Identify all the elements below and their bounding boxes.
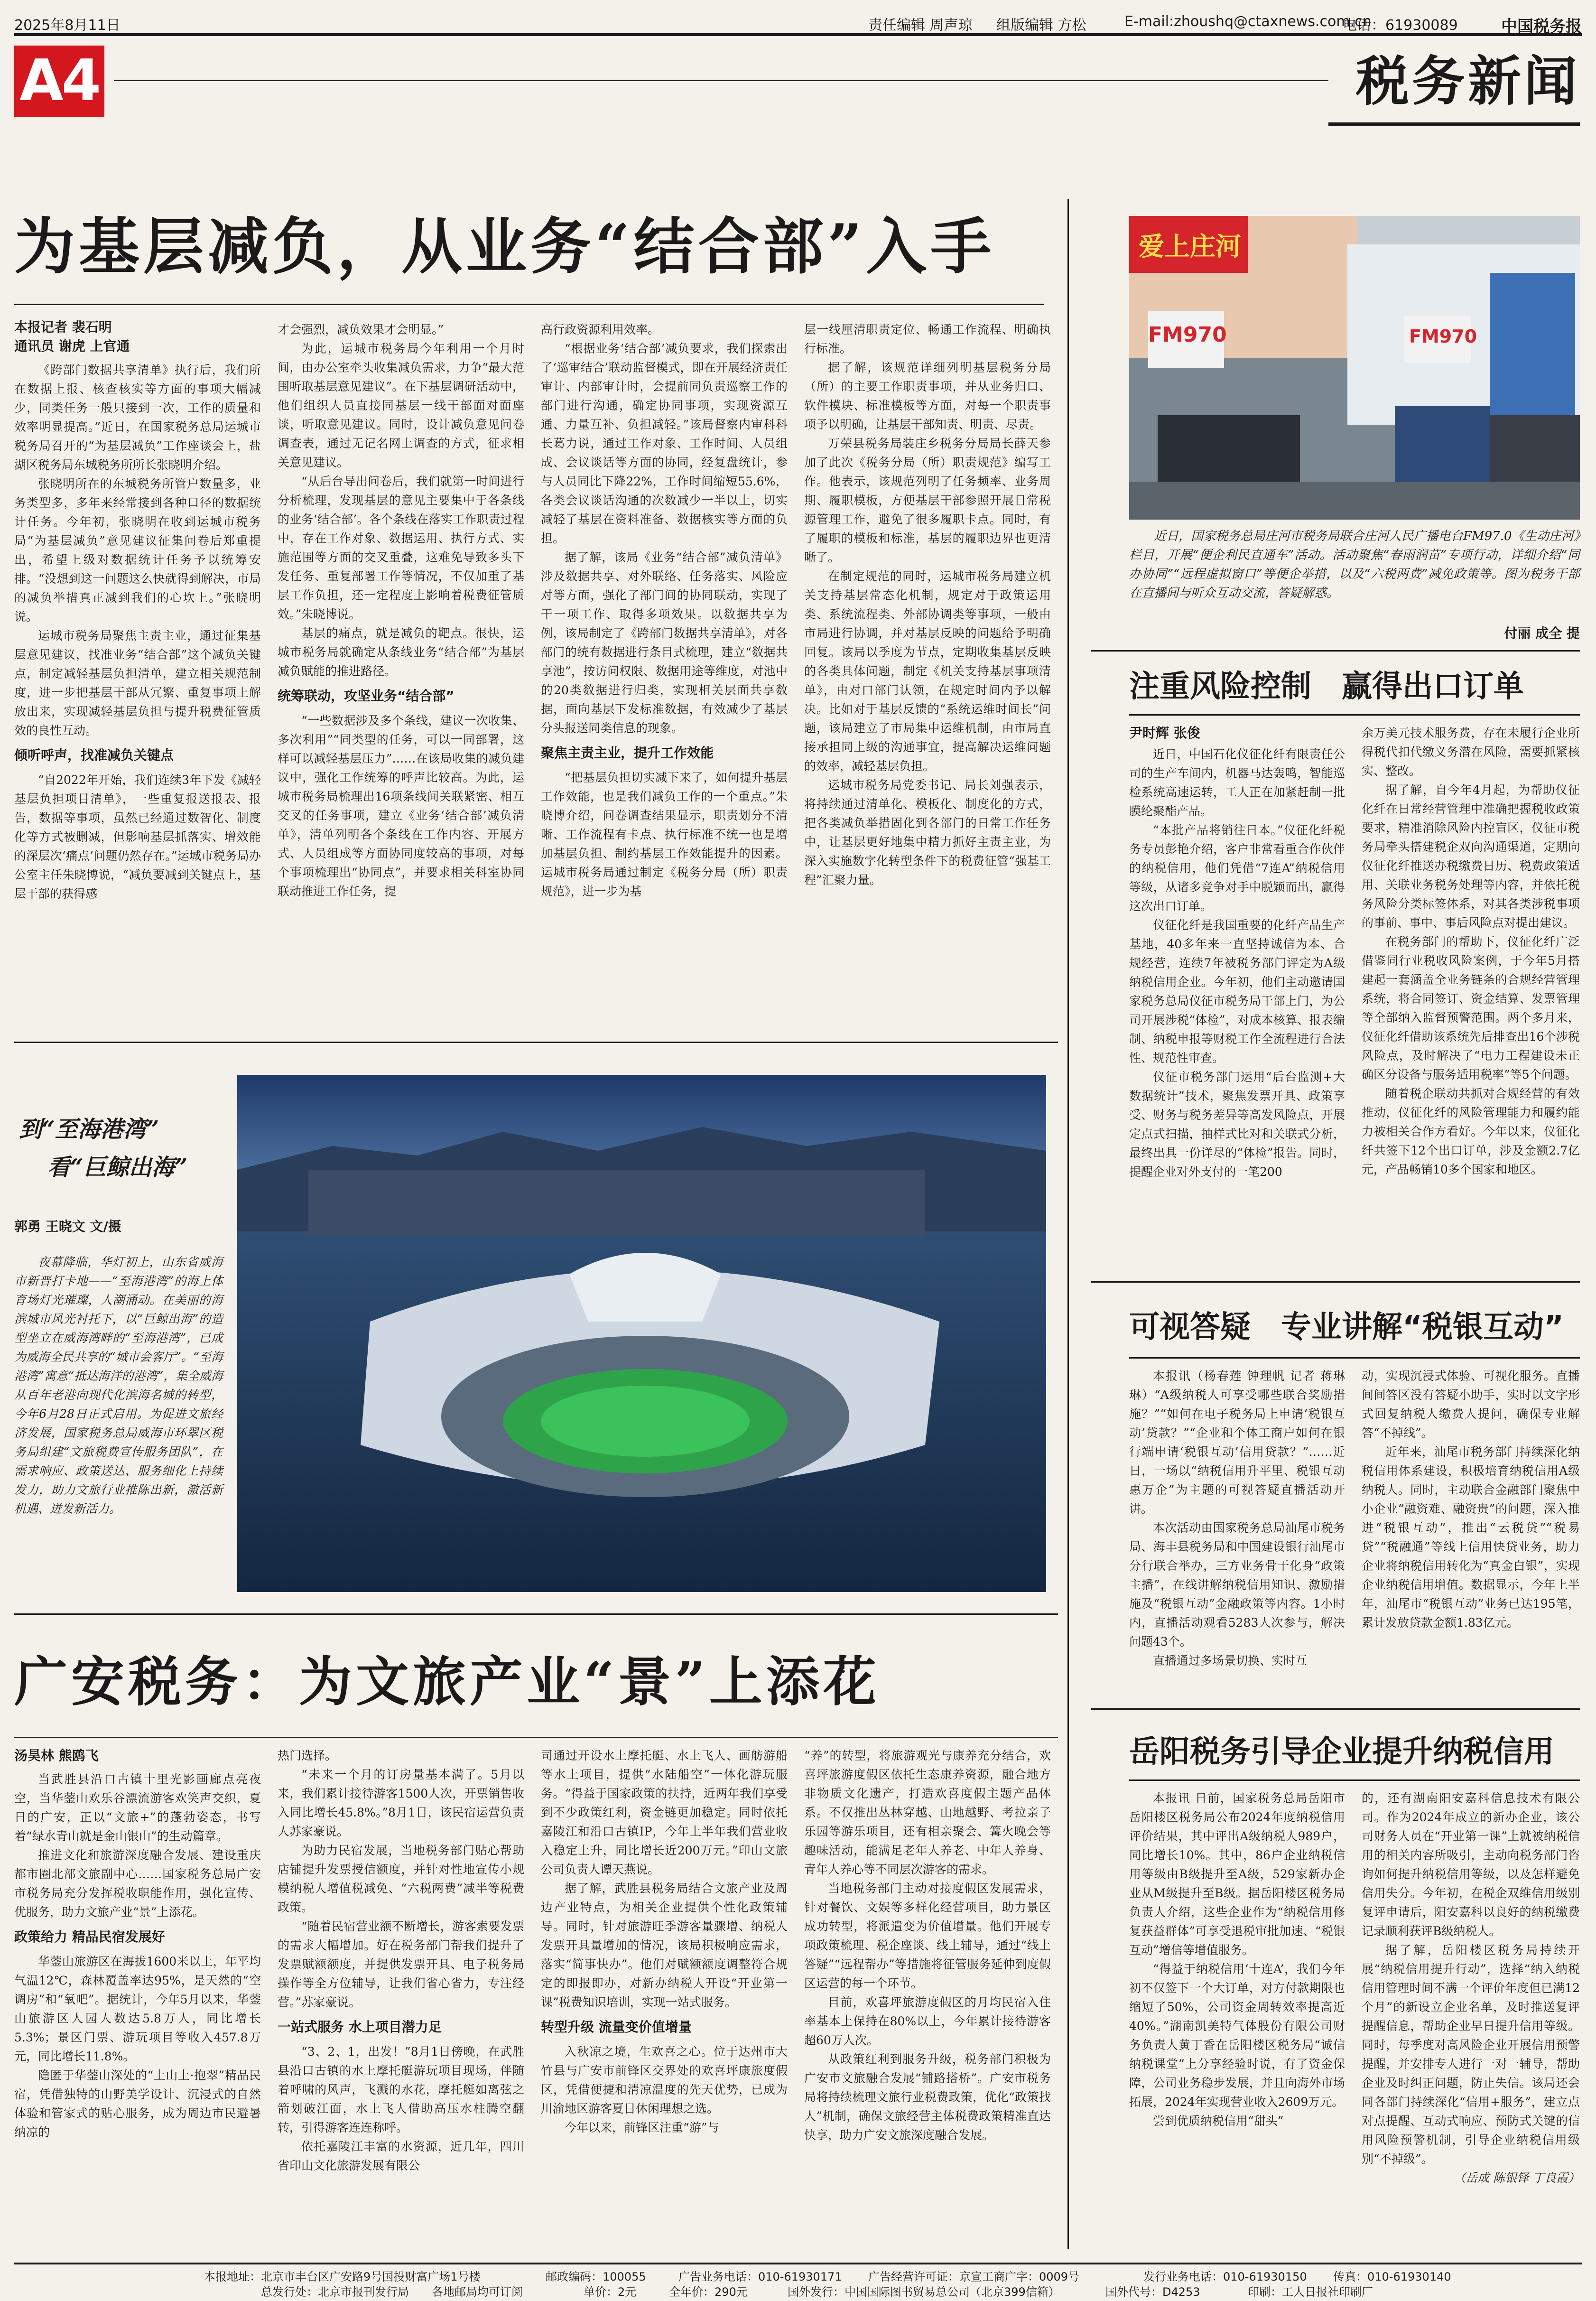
article-2-rule: [1129, 714, 1580, 716]
radio-photo-credit: 付丽 成全 提: [1504, 625, 1580, 641]
footer-printer: 印刷：工人日报社印刷厂: [1248, 2285, 1373, 2299]
article-1-headline: 为基层减负，从业务“结合部”入手: [14, 211, 995, 282]
section-title: 税务新闻: [1356, 50, 1580, 112]
article-6-credit: （岳成 陈银铎 丁良霞）: [1454, 2171, 1580, 2185]
paragraph: 本次活动由国家税务总局汕尾市税务局、海丰县税务局和中国建设银行汕尾市分行联合举办，三方业务骨干化身“政策主播”，在线讲解纳税信用知识、激励措施及“税银互动”金融政策等内容。1小时内，直播活动观看5283人次参与，解决问题43个。: [1129, 1521, 1345, 1649]
section-rule: [1328, 122, 1580, 126]
paper-name: 中国税务报: [1501, 17, 1582, 36]
paragraph: 为助力民宿发展，当地税务部门贴心帮助店铺提升发票授信额度，并针对性地宣传小规模纳税人增值税减免、“六税两费”减半等税费政策。: [278, 1844, 524, 1914]
paragraph: 基层的痛点，就是减负的靶点。很快，运城市税务局就确定从条线业务“结合部”为基层减负赋能的推进路径。: [278, 626, 524, 678]
paragraph: 近年来，汕尾市税务部门持续深化纳税信用体系建设，积极培育纳税信用A级纳税人。同时，主动联合金融部门聚焦中小企业“融资难、融资贵”的问题，深入推进“税银互动”，推出“云税贷”“税易贷”“税融通”等线上信用快贷业务，助力企业将纳税信用转化为“真金白银”，实现企业纳税信用增值。数据显示，今年上半年，汕尾市“税银互动”业务已达195笔，累计发放贷款金额1.83亿元。: [1362, 1445, 1580, 1630]
section-divider: [1091, 1708, 1580, 1710]
photo-feature-byline: 郭勇 王晓文 文/摄: [14, 1219, 121, 1234]
paragraph: 在制定规范的同时，运城市税务局建立机关支持基层常态化机制，规定对于政策运用类、系统流程类、外部协调类等事项，一般由市局进行协调，并对基层反映的问题给予明确回复。该局以季度为节点，定期收集基层反映的各类具体问题，制定《机关支持基层事项清单》，由对口部门认领，在规定时间内予以解决。比如对于基层反馈的“系统运维时间长”问题，该局建立了市局集中运维机制，由市局直接承担同上级的沟通事宜，提高解决运维问题的效率，减轻基层负担。: [804, 569, 1051, 773]
paragraph: “本批产品将销往日本。”仪征化纤税务专员彭艳介绍，客户非常看重合作伙伴的纳税信用，他们凭借“7连A”纳税信用等级，从诸多竞争对手中脱颖而出，赢得这次出口订单。: [1129, 823, 1345, 913]
contact-email[interactable]: E-mail:zhoushq@ctaxnews.com.cn: [1124, 13, 1372, 30]
paragraph: 华蓥山旅游区在海拔1600米以上，年平均气温12℃，森林覆盖率达95%，是天然的“空调房”和“氧吧”。据统计，今年5月以来，华蓥山旅游区人园人数达5.8万人，同比增长5.3%；景区门票、游玩项目等收入457.8万元，同比增长11.8%。: [14, 1955, 261, 2063]
footer-foreign-distribution: 国外发行：中国国际图书贸易总公司（北京399信箱）: [788, 2285, 1060, 2299]
paragraph: 运城市税务局聚焦主责主业，通过征集基层意见建议，找准业务“结合部”这个减负关键点，制定减轻基层负担清单，建立相关规范制度，进一步把基层干部从冗繁、重复事项上解放出来，实现减轻基层负担与提升税费征管质效的良性互动。: [14, 629, 261, 737]
footer-ad-phone: 广告业务电话：010-61930171: [678, 2270, 842, 2283]
fm-logo-left: FM970: [1148, 323, 1227, 347]
paragraph: 据了解，该局《业务“结合部”减负清单》涉及数据共享、对外联络、任务落实、风险应对等方面，强化了部门间的协同联动，实现了干一项工作、取得多项效果。以数据共享为例，该局制定了《跨部门数据共享清单》，对各部门的统有数据进行条目式梳理，建立“数据共享池”，按访问权限、数据用途等维度，对池中的20类数据进行归类，实现相关层面共享数据，面向基层下发标准数据，有效减少了基层分头报送同类信息的现象。: [541, 550, 788, 735]
paragraph: 推进文化和旅游深度融合发展、建设重庆都市圈北部文旅副中心……国家税务总局广安市税务局充分发挥税收职能作用，强化宣传、优服务，助力文旅产业“景”上添花。: [14, 1848, 261, 1919]
article-6-col-1: [1129, 1789, 1345, 2259]
paragraph: 仪征市税务部门运用“后台监测+大数据统计”技术，聚焦发票开具、政策享受、财务与税务差异等高发风险点，开展定点式扫描，抽样式比对和关联式分析，最终出具一份详尽的“体检”报告。同时，提醒企业对外支付的一笔200: [1129, 1070, 1345, 1179]
paragraph: 目前，欢喜坪旅游度假区的月均民宿入住率基本上保持在80%以上，今年累计接待游客超60万人次。: [804, 1995, 1051, 2047]
paragraph: “自2022年开始，我们连续3年下发《减轻基层负担项目清单》，一些重复报送报表、报告，数据等事项，虽然已经通过数智化、制度化等方式被删减，但影响基层抓落实、增效能的深层次‘痛点’问题仍然存在。”运城市税务局办公室主任朱晓博说，“减负要减到关键点上，基层干部的获得感: [14, 773, 261, 901]
footer-ad-license: 广告经营许可证：京宣工商广字：0009号: [868, 2270, 1080, 2283]
article-5-headline: 广安税务：为文旅产业“景”上添花: [14, 1651, 880, 1713]
footer-distribution-phone: 发行业务电话：010-61930150: [1143, 2270, 1307, 2283]
article-4-rule: [1129, 1357, 1580, 1359]
radio-photo-caption: 近日，国家税务总局庄河市税务局联合庄河人民广播电台FM97.0《生动庄河》栏目，开展“便企利民直通车”活动。活动聚焦“春雨润苗”专项行动，详细介绍“同办协同”“远程虚拟窗口”等便企举措，以及“六税两费”减免政策等。图为税务干部在直播间与听众互动交流，答疑解惑。: [1129, 529, 1580, 600]
layout-credit: 组版编辑 方松: [996, 17, 1086, 34]
paragraph: “从后台导出问卷后，我们就第一时间进行分析梳理，发现基层的意见主要集中于各条线的业务‘结合部’。各个条线在落实工作职责过程中，存在工作对象、数据运用、执行方式、实施范围等方面的交叉重叠，这难免导致多头下发任务、重复部署工作等情况，不仅加重了基层工作负担，还一定程度上影响着税费征管质效。”朱晓博说。: [278, 475, 524, 621]
stadium-night-photo: [237, 1075, 1046, 1592]
column-divider: [1067, 199, 1069, 2249]
paragraph: 今年以来，前锋区注重“游”与: [565, 2121, 719, 2134]
paragraph: “未来一个月的订房量基本满了。5月以来，我们累计接待游客1500人次，开票销售收入同比增长45.8%。”8月1日，该民宿运营负责人苏家豪说。: [278, 1768, 524, 1838]
paragraph: 本报讯 日前，国家税务总局岳阳市岳阳楼区税务局公布2024年度纳税信用评价结果，其中评出A级纳税人989户，同比增长10%。其中，86户企业纳税信用等级由B级提升至A级，529家新办企业从M级提升至B级。据岳阳楼区税务局负责人介绍，这些企业作为“纳税信用修复获益群体”可享受退税审批加速、“税银互动”增信等增值服务。: [1129, 1791, 1345, 1957]
photo-kicker: [19, 1110, 209, 1196]
article-1-byline: [14, 318, 261, 356]
photo-kicker-line-1: 到“至海港湾”: [19, 1116, 159, 1143]
paragraph: 仪征化纤是我国重要的化纤产品生产基地，40多年来一直坚持诚信为本、合规经营，连续7年被税务部门评定为A级纳税信用企业。今年初，他们主动邀请国家税务总局仪征市税务局干部上门，为公司开展涉税“体检”，对成本核算、报表编制、纳税申报等财税工作全流程进行合法性、规范性审查。: [1129, 918, 1345, 1065]
contact-phone: 电话：61930089: [1343, 17, 1458, 34]
section-divider: [1091, 650, 1580, 652]
paragraph: “养”的转型，将旅游观光与康养充分结合，欢喜坪旅游度假区依托生态康养资源，融合地方非物质文化遗产，打造欢喜度假主题产品体系。不仅推出丛林穿越、山地越野、考拉亲子乐园等游乐项目，还有相亲聚会、篝火晚会等趣味活动，能满足老年人养老、中年人养身、青年人养心等不同层次游客的需求。: [804, 1749, 1051, 1876]
footer-foreign-code: 国外代号：D4253: [1105, 2285, 1200, 2299]
photo-kicker-line-2: 看“巨鲸出海”: [47, 1154, 188, 1181]
paragraph: 层一线厘清职责定位、畅通工作流程、明确执行标准。: [804, 323, 1051, 355]
article-6-col-2: [1362, 1789, 1580, 2259]
paragraph: 直播通过多场景切换、实时互: [1153, 1654, 1308, 1668]
subheading: 统筹联动，攻坚业务“结合部”: [278, 688, 455, 704]
paragraph: 据了解，自今年4月起，为帮助仪征化纤在日常经营管理中准确把握税收政策要求，精准消除风险内控盲区，仪征市税务局牵头搭建税企双向沟通渠道，定期向仪征化纤推送办税缴费日历、税费政策适用、关联业务税务处理等内容，并依托税务风险分类标签体系，对其各类涉税事项的事前、事中、事后风险点对提出建议。: [1362, 783, 1580, 930]
footer-subscription: 各地邮局均可订阅: [432, 2285, 523, 2299]
article-1-col-4: [804, 320, 1051, 985]
paragraph: 当地税务部门主动对接度假区发展需求，针对餐饮、文娱等多样化经营项目，助力景区成功转型，将派遣变为价值增量。他们开展专项政策梳理、税企座谈、线上辅导，通过“线上答疑”“远程帮办”等措施将征管服务延伸到度假区运营的每一个环节。: [804, 1882, 1051, 1990]
paragraph: 近日，中国石化仪征化纤有限责任公司的生产车间内，机器马达轰鸣，智能巡检系统高速运转，工人正在加紧赶制一批膜纶聚酯产品。: [1129, 747, 1345, 818]
paragraph: 据了解，该规范详细列明基层税务分局（所）的主要工作职责事项，并从业务归口、软件模块、标准模板等方面，对每一个职责事项予以明确，让基层干部知责、明责、尽责。: [804, 361, 1051, 431]
footer-postcode: 邮政编码：100055: [546, 2270, 646, 2283]
paragraph: 本报讯（杨春莲 钟理帆 记者 蒋琳琳）“A级纳税人可享受哪些联合奖励措施？”“如何在电子税务局上申请‘税银互动’贷款？”“企业和个体工商户如何在银行端申请‘税银互动’信用贷款？”……近日，一场以“纳税信用升平里、税银互动惠万企”为主题的可视答疑直播活动开讲。: [1129, 1369, 1345, 1516]
fm-logo-right: FM970: [1409, 326, 1477, 347]
radio-studio-photo: [1129, 216, 1580, 520]
photo-feature-caption: 夜幕降临，华灯初上，山东省威海市新晋打卡地——“至海港湾”的海上体育场灯光璀璨，人潮涌动。在美丽的海滨城市风光衬托下，以“巨鲸出海”的造型坐立在威海湾畔的“至海港湾”，已成为威海全民共享的“城市会客厅”。“至海港湾”寓意“抵达海洋的港湾”，集全威海从百年老港向现代化滨海名城的转型，今年6月28日正式启用。为促进文旅经济发展，国家税务总局威海市环翠区税务局组建“文旅税费宣传服务团队”，在需求响应、政策送达、服务细化上持续发力，助力文旅行业推陈出新，激活新机遇、迸发新活力。: [14, 1255, 223, 1516]
paragraph: 依托嘉陵江丰富的水资源，近几年，四川省印山文化旅游发展有限公: [278, 2140, 524, 2172]
paragraph: 为此，运城市税务局今年利用一个月时间，由办公室牵头收集减负需求，力争“最大范围听取基层意见建议”。在下基层调研活动中，他们组织人员直接同基层一线干部面对面座谈，听取意见建议。同时，设计减负意见问卷调查表，通过无记名网上调查的方式，征求相关意见建议。: [278, 342, 524, 469]
footer-fax: 传真：010-61930140: [1333, 2270, 1451, 2283]
paragraph: “一些数据涉及多个条线，建议一次收集、多次利用”“同类型的任务，可以一同部署，这样可以减轻基层压力”……在该局收集的减负建议中，强化工作统筹的呼声比较高。为此，运城市税务局梳理出16项条线间关联紧密、相互交叉的任务事项，建立《业务‘结合部’减负清单》，清单列明各个条线在工作内容、开展方式、人员组成等方面协同度较高的事项，对每个事项梳理出“协同点”，并要求相关科室协同联动推进工作任务，提: [278, 714, 524, 898]
paragraph: 张晓明所在的东城税务所管户数量多，业务类型多，多年来经常接到各种口径的数据统计任务。今年初，张晓明在收到运城市税务局“为基层减负”意见建议征集问卷后郑重提出，希望上级对数据统计任务予以统筹安排。“没想到这一问题这么快就得到解决，市局的减负举措真正减到我们的心坎上。”张晓明说。: [14, 477, 261, 624]
paragraph: 的，还有湖南阳安嘉科信息技术有限公司。作为2024年成立的新办企业，该公司财务人员在“开业第一课”上就被纳税信用的相关内容所吸引，主动向税务部门咨询如何提升纳税信用等级，以及怎样避免信用失分。今年初，在税企双维信用级别复评申请后，阳安嘉科以良好的纳税缴费记录顺利获评B级纳税人。: [1362, 1791, 1580, 1938]
article-5-col-2: [278, 1746, 524, 2259]
paragraph: 据了解，武胜县税务局结合文旅产业及周边产业特点，为相关企业提供个性化政策辅导。同时，针对旅游旺季游客量骤增、纳税人发票开具量增加的情况，该局积极响应需求，落实“简事快办”。他们对赋额额度调整符合规定的即报即办，对新办纳税人开设“开业第一课”税费知识培训，实现一站式服务。: [541, 1882, 788, 2009]
footer-distributor: 总发行处：北京市报刊发行局: [261, 2285, 409, 2299]
paragraph: 余万美元技术服务费，存在未履行企业所得税代扣代缴义务潜在风险，需要抓紧核实、整改。: [1362, 726, 1580, 778]
article-5-col-4: [804, 1746, 1051, 2259]
paragraph: 尝到优质纳税信用“甜头”: [1153, 2114, 1284, 2128]
subheading: 转型升级 流量变价值增量: [541, 2019, 692, 2035]
article-1-byline-reporter: 本报记者 裴石明: [14, 319, 112, 335]
subheading: 倾听呼声，找准减负关键点: [14, 747, 174, 763]
paragraph: 随着税企联动共抓对合规经营的有效推动，仪征化纤的风险管理能力和履约能力被相关合作方看好。今年以来，仪征化纤共签下12个出口订单，涉及金额2.7亿元，产品畅销10多个国家和地区。: [1362, 1087, 1580, 1176]
paragraph: 隐匿于华蓥山深处的“上山上·抱翠”精品民宿，凭借独特的山野美学设计、沉浸式的自然体验和管家式的贴心服务，成为周边市民避暑纳凉的: [14, 2068, 261, 2139]
section-divider: [14, 1042, 1058, 1043]
paragraph: “根据业务‘结合部’减负要求，我们探索出了‘巡审结合’联动监督模式，即在开展经济责任审计、内部审计时，会提前同负责巡察工作的部门进行沟通，确定协同事项，实现资源互通、力量互补、负担减轻。”该局督察内审科科长葛力说，通过工作对象、工作时间、人员组成、会议谈话等方面的协同，经复盘统计，参与人员同比下降22%，工作时间缩短55.6%，各类会议谈话沟通的次数减少一半以上，切实减轻了基层在资料准备、数据核实等方面的负担。: [541, 342, 788, 545]
paragraph: “得益于纳税信用‘十连A’，我们今年初不仅签下一个大订单，对方付款期限也缩短了50%，公司资金周转效率提高近40%。”湖南凯美特气体股份有限公司财务负责人黄丁香在岳阳楼区税务局“诚信纳税课堂”上分享经验时说，有了资金保障，公司业务稳步发展，并且向海外市场拓展，2024年实现营业收入2609万元。: [1129, 1962, 1345, 2109]
paragraph: 才会强烈，减负效果才会明显。”: [278, 323, 444, 336]
footer-annual-price: 全年价：290元: [669, 2285, 748, 2299]
article-2-headline: 注重风险控制 赢得出口订单: [1129, 669, 1524, 704]
stadium-illustration: [237, 1075, 1046, 1592]
paragraph: 《跨部门数据共享清单》执行后，我们所在数据上报、核查核实等方面的事项大幅减少，同类任务一般只接到一次，工作的质量和效率明显提高。”近日，在国家税务总局运城市税务局召开的“为基层减负”工作座谈会上，盐湖区税务局东城税务所所长张晓明介绍。: [14, 363, 261, 472]
paragraph: 在税务部门的帮助下，仪征化纤广泛借鉴同行业税收风险案例，于今年5月搭建起一套涵盖全业务链条的合规经营管理系统，将合同签订、资金结算、发票管理等全部纳入监督预警范围。两个多月来，仪征化纤借助该系统先后排查出16个涉税风险点，及时解决了“电力工程建设未正确区分设备与服务适用税率”等5个问题。: [1362, 935, 1580, 1081]
article-5-rule: [14, 1737, 1058, 1738]
article-2-col-2: [1362, 724, 1580, 1262]
paragraph: 万荣县税务局装庄乡税务分局局长薛天参加了此次《税务分局（所）职责规范》编写工作。他表示，该规范列明了任务频率、业务周期、履职模板，方便基层干部参照开展日常税源管理工作，避免了很多履职卡点。同时，有了履职的模板和标准，基层的履职边界也更清晰了。: [804, 437, 1051, 564]
paragraph: “3、2、1，出发！”8月1日傍晚，在武胜县沿口古镇的水上摩托艇游玩项目现场，伴随着呼啸的风声，飞溅的水花，摩托艇如离弦之箭划破江面，水上飞人借助高压水柱腾空翻转，引得游客连连称呼。: [278, 2045, 524, 2134]
masthead-bar: [14, 8, 1582, 36]
paragraph: 高行政资源利用效率。: [541, 323, 660, 336]
paragraph: 运城市税务局党委书记、局长刘强表示，将持续通过清单化、模板化、制度化的方式，把各类减负举措固化到各部门的日常工作任务中，让基层更好地集中精力抓好主责主业，为深入实施数字化转型条件下的税费征管“强基工程”汇聚力量。: [804, 778, 1051, 887]
article-6-headline: 岳阳税务引导企业提升纳税信用: [1129, 1734, 1554, 1770]
studio-banner-text: 爱上庄河: [1139, 231, 1241, 261]
article-4-col-2: [1362, 1367, 1580, 1789]
paragraph: “把基层负担切实减下来了，如何提升基层工作效能，也是我们减负工作的一个重点。”朱晓博介绍，问卷调查结果显示，职责划分不清晰、工作流程有卡点、执行标准不统一也是增加基层负担、制约基层工作效能提升的因素。运城市税务局通过制定《税务分局（所）职责规范》，进一步为基: [541, 771, 788, 898]
editor-credit: 责任编辑 周声琼: [868, 17, 973, 34]
article-6-rule: [1129, 1779, 1580, 1781]
paragraph: 从政策红利到服务升级，税务部门积极为广安市文旅融合发展“铺路搭桥”。广安市税务局将持续梳理文旅行业税费政策，优化“政策找人”机制，确保文旅经营主体税费政策精准直达快享，助力广安文旅深度融合发展。: [804, 2052, 1051, 2142]
article-5-byline: 汤昊林 熊鸥飞: [14, 1748, 99, 1763]
subheading: 聚焦主责主业，提升工作效能: [541, 745, 714, 761]
paragraph: 当武胜县沿口古镇十里光影画廊点亮夜空，当华蓥山欢乐谷漂流游客欢笑声交织，夏日的广安，正以“文旅+”的蓬勃姿态，书写着“绿水青山就是金山银山”的生动篇章。: [14, 1772, 261, 1843]
paragraph: 热门选择。: [278, 1749, 337, 1762]
subheading: 一站式服务 水上项目潜力足: [278, 2019, 442, 2035]
footer-address: 本报地址：北京市丰台区广安路9号国投财富广场1号楼: [204, 2270, 481, 2283]
paragraph: “随着民宿营业额不断增长，游客索要发票的需求大幅增加。好在税务部门帮我们提升了发票赋额额度，并提供发票开具、电子税务局操作等全方位辅导，让我们省心省力，专注经营。”苏家豪说。: [278, 1919, 524, 2009]
paragraph: 司通过开设水上摩托艇、水上飞人、画舫游船等水上项目，提供“水陆船空”一体化游玩服务。“得益于国家政策的扶持，近两年我们享受到不少政策红利，资金链更加稳定。同时依托嘉陵江和沿口古镇IP，今年上半年我们营业收入稳定上升，同比增长近200万元。”印山文旅公司负责人谭天燕说。: [541, 1749, 788, 1876]
article-4-col-1: [1129, 1367, 1345, 1789]
article-1-col-1: [14, 361, 261, 987]
paragraph: 入秋凉之境，生欢喜之心。位于达州市大竹县与广安市前锋区交界处的欢喜坪康旅度假区，凭借便捷和清凉温度的先天优势，已成为川渝地区游客夏日休闲理想之选。: [541, 2045, 788, 2115]
article-1-col-3: [541, 320, 788, 985]
footer-unit-price: 单价：2元: [584, 2285, 637, 2299]
page-number: A4: [14, 46, 104, 117]
article-5-col-3: [541, 1746, 788, 2259]
paragraph: 据了解，岳阳楼区税务局持续开展“纳税信用提升行动”，选择“纳入纳税信用管理时间不满一个评价年度但已满12个月”的新设立企业名单，及时推送复评提醒信息，帮助企业早日提升信用等级。同时，每季度对高风险企业开展信用预警提醒，并安排专人进行一对一辅导，帮助企业及时纠正问题，防止失信。该局还会同各部门持续深化“信用+服务”，建立点对点提醒、互动式响应、预防式关键的信用风险预警机制，引导企业纳税信用级别“不掉级”。: [1362, 1943, 1580, 2166]
section-divider: [1091, 1281, 1580, 1283]
issue-date: 2025年8月11日: [14, 17, 121, 34]
article-1-rule: [14, 304, 1044, 305]
section-divider: [14, 1613, 1058, 1615]
publication-footer: [14, 2263, 1582, 2299]
subheading: 政策给力 精品民宿发展好: [14, 1929, 165, 1945]
article-1-byline-correspondents: 通讯员 谢虎 上官通: [14, 338, 130, 354]
article-5-col-1: [14, 1770, 261, 2259]
article-4-headline: 可视答疑 专业讲解“税银互动”: [1129, 1310, 1564, 1345]
article-2-col-1: [1129, 745, 1345, 1262]
article-1-col-2: [278, 320, 524, 985]
article-2-byline: 尹时辉 张俊: [1129, 725, 1200, 741]
paragraph: 动，实现沉浸式体验、可视化服务。直播间间答区没有答疑小助手，实时以文字形式回复纳税人缴费人提问，确保专业解答“不掉线”。: [1362, 1369, 1580, 1440]
header-divider: [114, 80, 1328, 81]
